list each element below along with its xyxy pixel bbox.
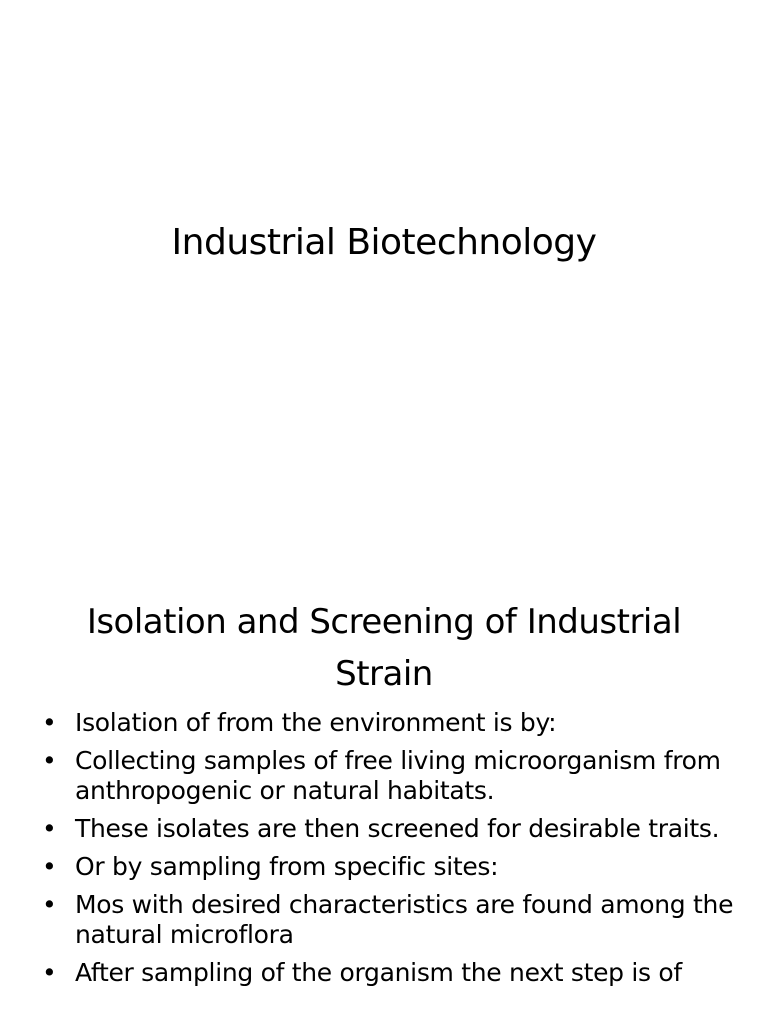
bullet-item [40,814,740,844]
bullet-text: Collecting samples of free living microorganism from anthropogenic or natural habitats. [75,746,721,805]
bullet-item [40,708,740,738]
bullet-icon: • [42,890,57,919]
bullet-item [40,958,740,988]
bullet-text: After sampling of the organism the next step is of [75,958,682,987]
slide-2 [0,576,768,1024]
bullet-icon: • [42,958,57,987]
bullet-text: Or by sampling from specific sites: [75,852,499,881]
slide-1-title: Industrial Biotechnology [171,222,597,263]
bullet-text: These isolates are then screened for desirable traits. [75,814,720,843]
bullet-text: Mos with desired characteristics are found among the natural microflora [75,890,734,949]
bullet-list [40,708,740,996]
bullet-icon: • [42,814,57,843]
bullet-item [40,746,740,806]
bullet-icon: • [42,852,57,881]
bullet-icon: • [42,746,57,775]
bullet-icon: • [42,708,57,737]
bullet-text: Isolation of from the environment is by: [75,708,557,737]
bullet-item [40,890,740,950]
bullet-item [40,852,740,882]
slide-2-title: Isolation and Screening of Industrial Strain [86,602,682,694]
